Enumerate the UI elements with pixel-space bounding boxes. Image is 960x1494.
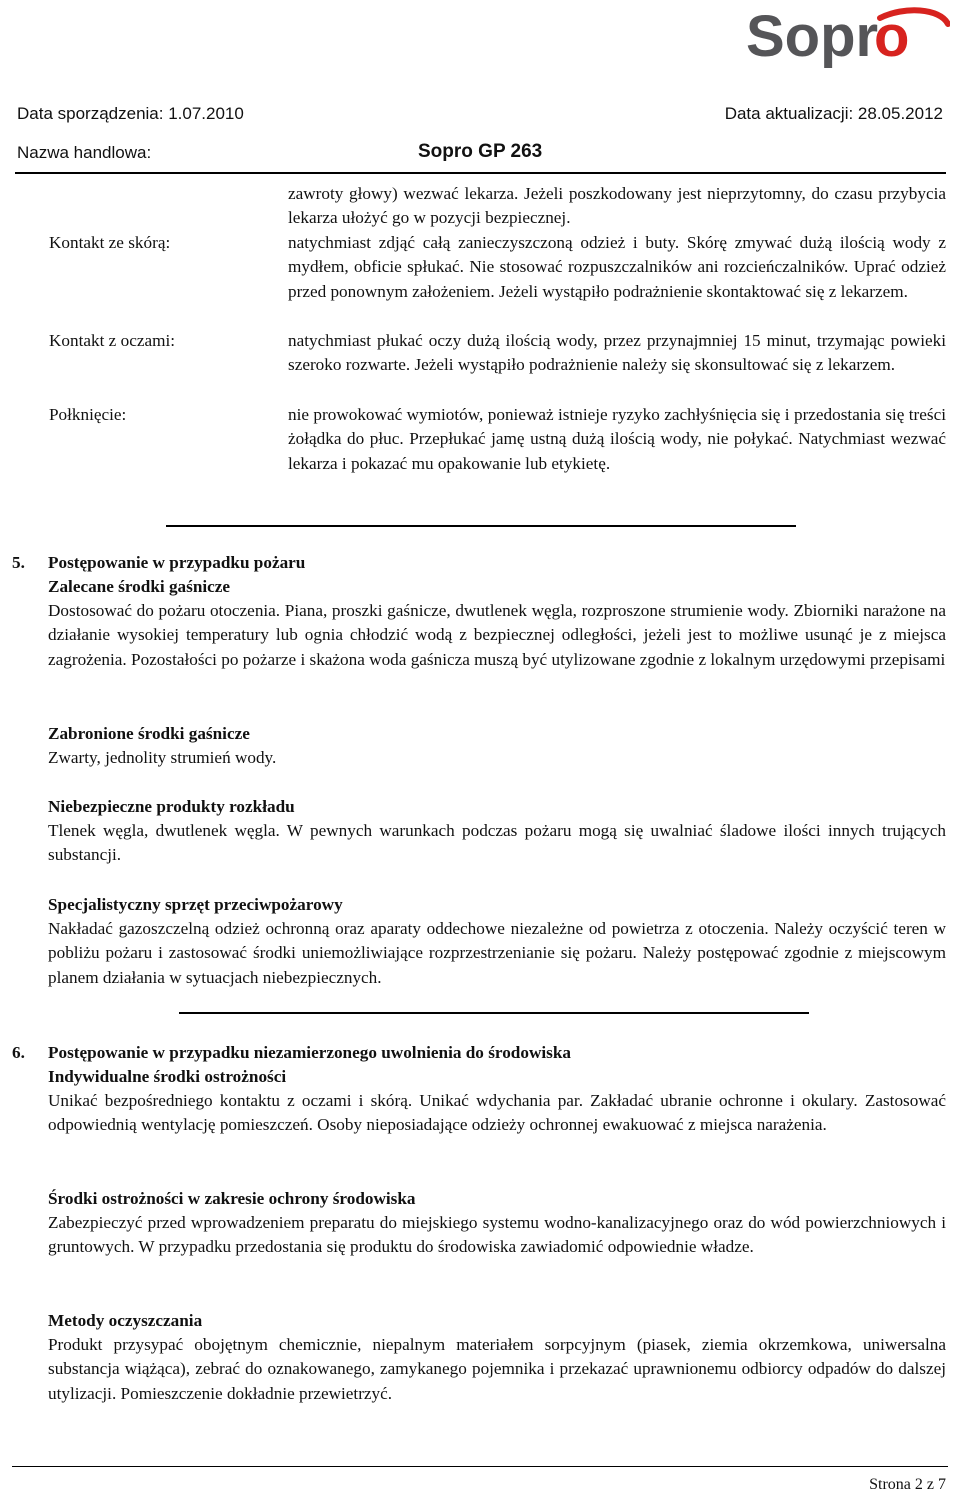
section-number: 5. xyxy=(12,553,25,572)
skin-contact-text: natychmiast zdjąć całą zanieczyszczoną odzież i buty. Skórę zmywać dużą ilością wody z mydłem, obficie spłukać. Nie stosować rozpuszczalników ani rozcieńczalników. Uprać odzież przed ponownym założeniem. Jeżeli wystąpiło podrażnienie skontaktować się z lekarzem. xyxy=(288,233,946,301)
subsection-text: Zabezpieczyć przed wprowadzeniem preparatu do miejskiego systemu wodno-kanalizacyjnego oraz do wód powierzchniowych i gruntowych. W przypadku przedostania się produktu do środowiska zawiadomić odpowiednie władze. xyxy=(48,1213,946,1257)
subsection-text: Tlenek węgla, dwutlenek węgla. W pewnych warunkach podczas pożaru mogą się uwalniać śladowe ilości innych trujących substancji. xyxy=(48,821,946,865)
section-divider xyxy=(179,1012,809,1014)
svg-text:Sopr: Sopr xyxy=(746,4,879,68)
subsection-heading: Środki ostrożności w zakresie ochrony środowiska xyxy=(48,1189,416,1208)
first-aid-continued-text: zawroty głowy) wezwać lekarza. Jeżeli poszkodowany jest nieprzytomny, do czasu przybycia lekarza ułożyć go w pozycji bezpiecznej. xyxy=(288,184,946,228)
subsection-text: Unikać bezpośredniego kontaktu z oczami i skórą. Unikać wdychania par. Zakładać ubranie ochronne i okulary. Zastosować odpowiednią wentylację pomieszczeń. Osoby nieposiadające odzieży ochronnej ewakuować z miejsca narażenia. xyxy=(48,1091,946,1135)
eye-contact-text: natychmiast płukać oczy dużą ilością wody, przez przynajmniej 15 minut, trzymając powieki szeroko rozwarte. Jeżeli wystąpiło podrażnienie należy się skonsultować się z lekarzem. xyxy=(288,331,946,375)
section-title: Postępowanie w przypadku niezamierzonego uwolnienia do środowiska xyxy=(48,1043,571,1062)
subsection-heading: Specjalistyczny sprzęt przeciwpożarowy xyxy=(48,895,343,914)
eye-contact-label: Kontakt z oczami: xyxy=(49,331,175,350)
subsection-text: Produkt przysypać obojętnym chemicznie, niepalnym materiałem sorpcyjnym (piasek, ziemia okrzemkowa, uniwersalna substancja wiążąca), zebrać do oznakowanego, zamykanego pojemnika i przekazać uprawnionemu odbiorcy odpadów do dalszej utylizacji. Pomieszczenie dokładnie przewietrzyć. xyxy=(48,1335,946,1403)
sopro-logo xyxy=(744,4,950,68)
section-divider xyxy=(166,525,796,527)
header-divider xyxy=(15,172,946,174)
ingestion-text: nie prowokować wymiotów, ponieważ istnieje ryzyko zachłyśnięcia się i przedostania się treści żołądka do płuc. Przepłukać jamę ustną dużą ilością wody, nie połykać. Natychmiast wezwać lekarza i pokazać mu opakowanie lub etykietę. xyxy=(288,405,946,473)
subsection-heading: Zalecane środki gaśnicze xyxy=(48,577,231,596)
subsection-heading: Zabronione środki gaśnicze xyxy=(48,724,250,743)
date-created: Data sporządzenia: 1.07.2010 xyxy=(17,104,244,123)
date-updated: Data aktualizacji: 28.05.2012 xyxy=(724,104,943,123)
subsection-heading: Metody oczyszczania xyxy=(48,1311,203,1330)
subsection-text: Zwarty, jednolity strumień wody. xyxy=(48,748,277,767)
svg-text:o: o xyxy=(874,4,910,68)
trade-name-label: Nazwa handlowa: xyxy=(17,143,152,162)
page-number: Strona 2 z 7 xyxy=(869,1476,946,1493)
subsection-text: Dostosować do pożaru otoczenia. Piana, proszki gaśnicze, dwutlenek węgla, rozproszone strumienie wody. Zbiorniki narażone na działanie wysokiej temperatury lub ognia chłodzić wodą z bezpiecznej odległości, jeżeli jest to możliwe usunąć je z miejsca zagrożenia. Pozostałości po pożarze i skażona woda gaśnicza muszą być utylizowane zgodnie z lokalnym urzędowymi przepisami xyxy=(48,601,946,669)
section-number: 6. xyxy=(12,1043,25,1062)
subsection-heading: Indywidualne środki ostrożności xyxy=(48,1067,287,1086)
section-title: Postępowanie w przypadku pożaru xyxy=(48,553,306,572)
subsection-heading: Niebezpieczne produkty rozkładu xyxy=(48,797,295,816)
skin-contact-label: Kontakt ze skórą: xyxy=(49,233,171,252)
subsection-text: Nakładać gazoszczelną odzież ochronną oraz aparaty oddechowe niezależne od powietrza z otoczenia. Należy oczyścić teren w pobliżu pożaru i zastosować środki uniemożliwiające rozprzestrzenianie się pożaru. Należy postępować zgodnie z miejscowym planem działania w sytuacjach niebezpiecznych. xyxy=(48,919,946,987)
footer-divider xyxy=(12,1466,948,1467)
ingestion-label: Połknięcie: xyxy=(49,405,127,424)
trade-name-value: Sopro GP 263 xyxy=(418,141,543,162)
